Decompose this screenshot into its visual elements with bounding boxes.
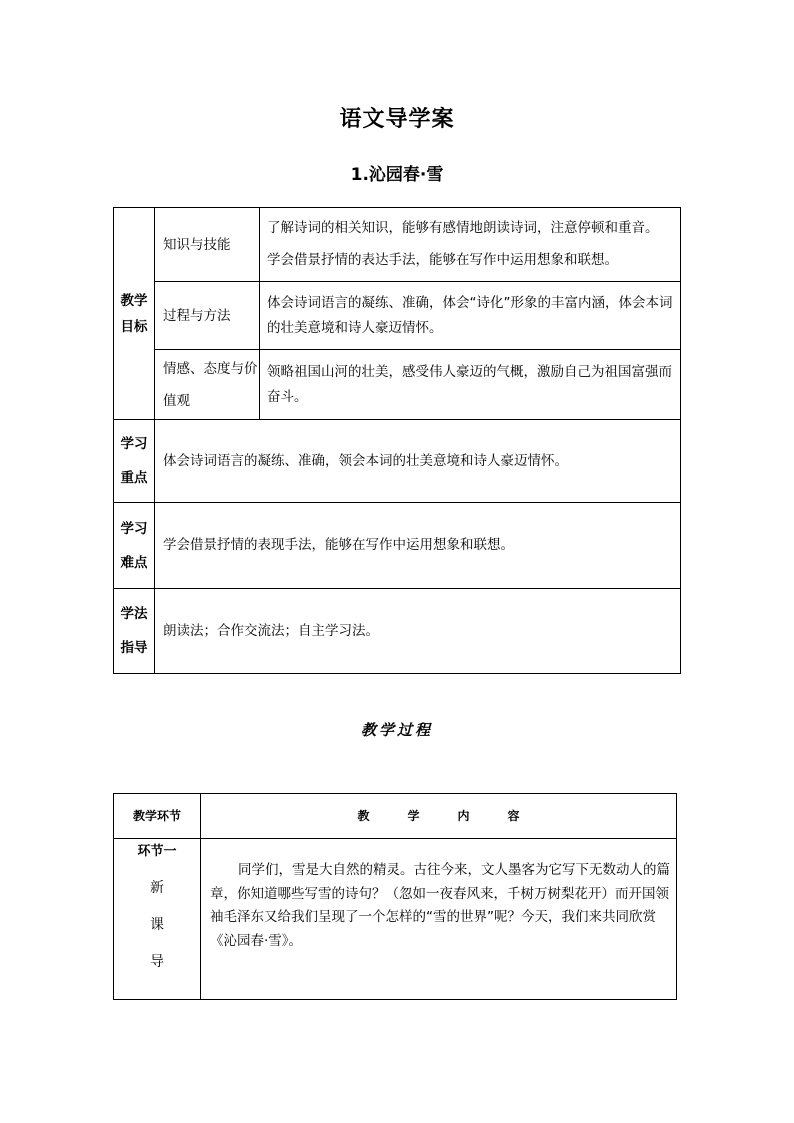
key-point-label-line-2: 重点: [120, 470, 148, 486]
goal-content-process: [260, 282, 681, 350]
goal-label-emotion: 情感、态度与价值观: [155, 350, 260, 420]
stage-name: 环节一: [137, 844, 177, 859]
header-char: 容: [507, 808, 520, 823]
key-point-label-line-1: 学习: [120, 436, 148, 452]
method-label-line-2: 指导: [120, 640, 148, 656]
header-char: 内: [457, 808, 470, 823]
goals-category-line-1: 教学: [120, 292, 148, 309]
stage-vertical-char: 课: [150, 917, 164, 933]
difficulty-text: 学会借景抒情的表现手法，能够在写作中运用想象和联想。: [155, 503, 681, 589]
key-point-text: 体会诗词语言的凝练、准确，领会本词的壮美意境和诗人豪迈情怀。: [155, 420, 681, 503]
goal-label-knowledge: 知识与技能: [155, 208, 260, 282]
method-text: 朗读法；合作交流法；自主学习法。: [155, 589, 681, 674]
header-char: 教: [357, 808, 370, 823]
goal-text: 了解诗词的相关知识，能够有感情地朗读诗词，注意停顿和重音。: [267, 220, 659, 236]
difficulty-label-line-2: 难点: [120, 554, 148, 571]
method-label: [114, 589, 155, 674]
key-point-label: [114, 420, 155, 503]
stage-vertical-char: 导: [150, 954, 164, 970]
goal-content-emotion: [260, 350, 681, 420]
goals-category-line-2: 目标: [120, 318, 148, 335]
difficulty-label-line-1: 学习: [120, 520, 148, 537]
header-char: 学: [407, 808, 420, 823]
goal-text: 体会诗词语言的凝练、准确，体会“诗化”形象的丰富内涵，体会本词的壮美意境和诗人豪迈情怀。: [267, 294, 673, 336]
stage-column-header: 教学环节: [114, 794, 201, 839]
section-title: 教学过程: [360, 721, 433, 739]
difficulty-label: [114, 503, 155, 589]
stage-vertical-char: 新: [150, 880, 164, 896]
stage-cell: [114, 839, 201, 1000]
goal-text: 领略祖国山河的壮美，感受伟人豪迈的气概，激励自己为祖国富强而奋斗。: [267, 363, 672, 405]
goals-category-cell: [114, 208, 155, 420]
stage-content-text: 同学们，雪是大自然的精灵。古往今来，文人墨客为它写下无数动人的篇章，你知道哪些写雪的诗句？（忽如一夜春风来，千树万树梨花开）而开国领袖毛泽东又给我们呈现了一个怎样的“雪的世界”呢？今天，我们来共同欣赏《沁园春·雪》。: [201, 839, 677, 1000]
lesson-title: 1.沁园春·雪: [350, 165, 444, 185]
method-label-line-1: 学法: [120, 606, 148, 622]
page-title: 语文导学案: [339, 107, 455, 132]
goal-content-knowledge: [260, 208, 681, 282]
goal-text: 学会借景抒情的表达手法，能够在写作中运用想象和联想。: [267, 252, 618, 268]
process-table: [113, 793, 677, 1000]
goals-table: [113, 207, 681, 674]
goal-label-process: 过程与方法: [155, 282, 260, 350]
content-column-header: [201, 794, 677, 839]
